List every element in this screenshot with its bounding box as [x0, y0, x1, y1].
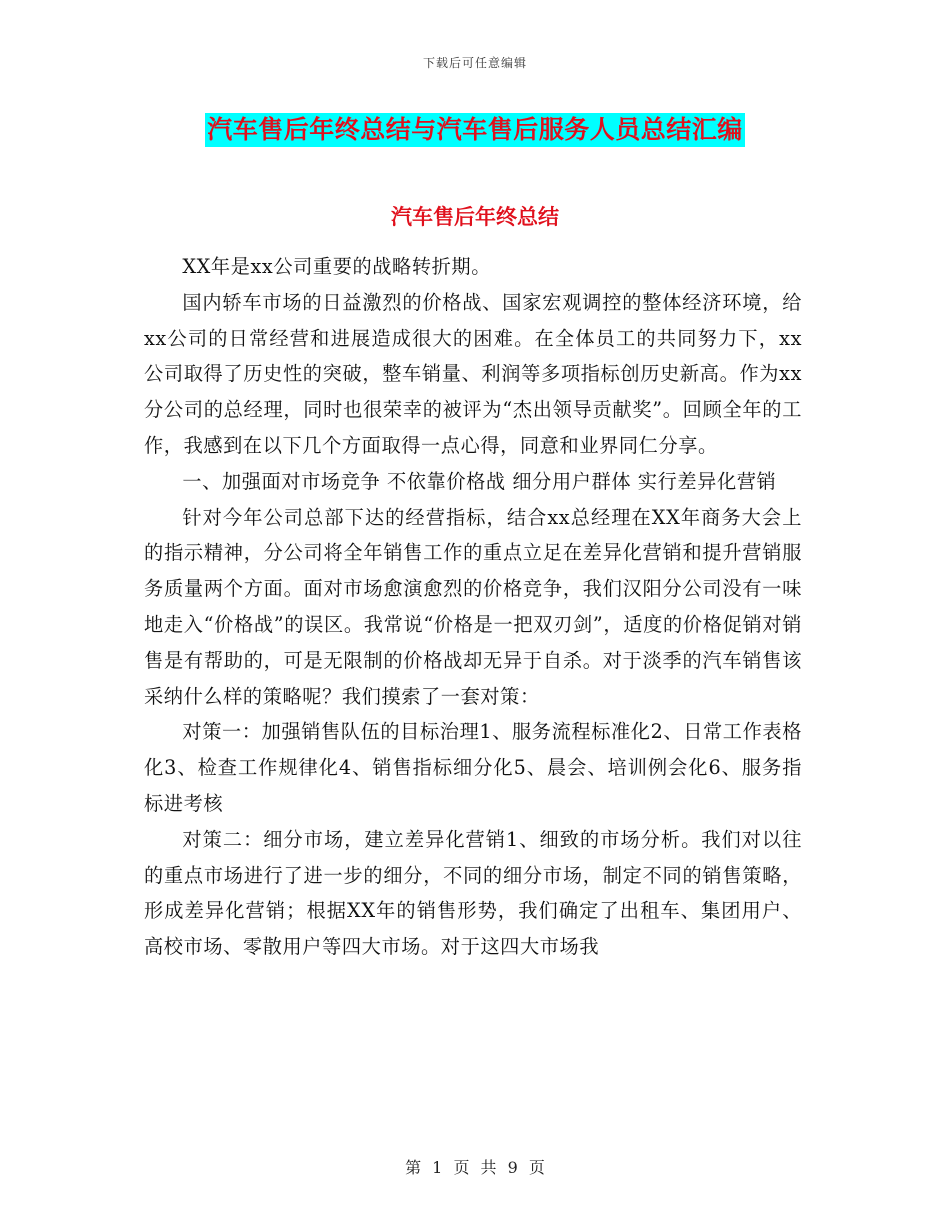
main-title: 汽车售后年终总结与汽车售后服务人员总结汇编 [205, 113, 745, 147]
paragraph: XX年是xx公司重要的战略转折期。 [182, 255, 491, 278]
paragraph: 对策二：细分市场，建立差异化营销1、细致的市场分析。我们对以往的重点市场进行了进一步的细分，不同的细分市场，制定不同的销售策略，形成差异化营销；根据XX年的销售形势，我们确定了出租车、集团用户、高校市场、零散用户等四大市场。对于这四大市场我 [144, 827, 802, 959]
paragraph: 针对今年公司总部下达的经营指标，结合xx总经理在XX年商务大会上的指示精神，分公司将全年销售工作的重点立足在差异化营销和提升营销服务质量两个方面。面对市场愈演愈烈的价格竞争，我们汉阳分公司没有一味地走入“价格战”的误区。我常说“价格是一把双刃剑”，适度的价格促销对销售是有帮助的，可是无限制的价格战却无异于自杀。对于淡季的汽车销售该采纳什么样的策略呢？我们摸索了一套对策： [144, 505, 802, 708]
section-title: 汽车售后年终总结 [391, 205, 559, 229]
main-title-container [0, 113, 950, 147]
paragraph: 对策一：加强销售队伍的目标治理1、服务流程标准化2、日常工作表格化3、检查工作规律化4、销售指标细分化5、晨会、培训例会化6、服务指标进考核 [144, 720, 802, 815]
header-note: 下载后可任意编辑 [422, 56, 527, 70]
paragraph: 一、加强面对市场竞争 不依靠价格战 细分用户群体 实行差异化营销 [182, 469, 777, 493]
page-footer: 第 1 页 共 9 页 [405, 1158, 545, 1177]
paragraph: 国内轿车市场的日益激烈的价格战、国家宏观调控的整体经济环境，给xx公司的日常经营和进展造成很大的困难。在全体员工的共同努力下，xx公司取得了历史性的突破，整车销量、利润等多项指标创历史新高。作为xx分公司的总经理，同时也很荣幸的被评为“杰出领导贡献奖”。回顾全年的工作，我感到在以下几个方面取得一点心得，同意和业界同仁分享。 [144, 290, 802, 457]
document-body [144, 249, 802, 965]
